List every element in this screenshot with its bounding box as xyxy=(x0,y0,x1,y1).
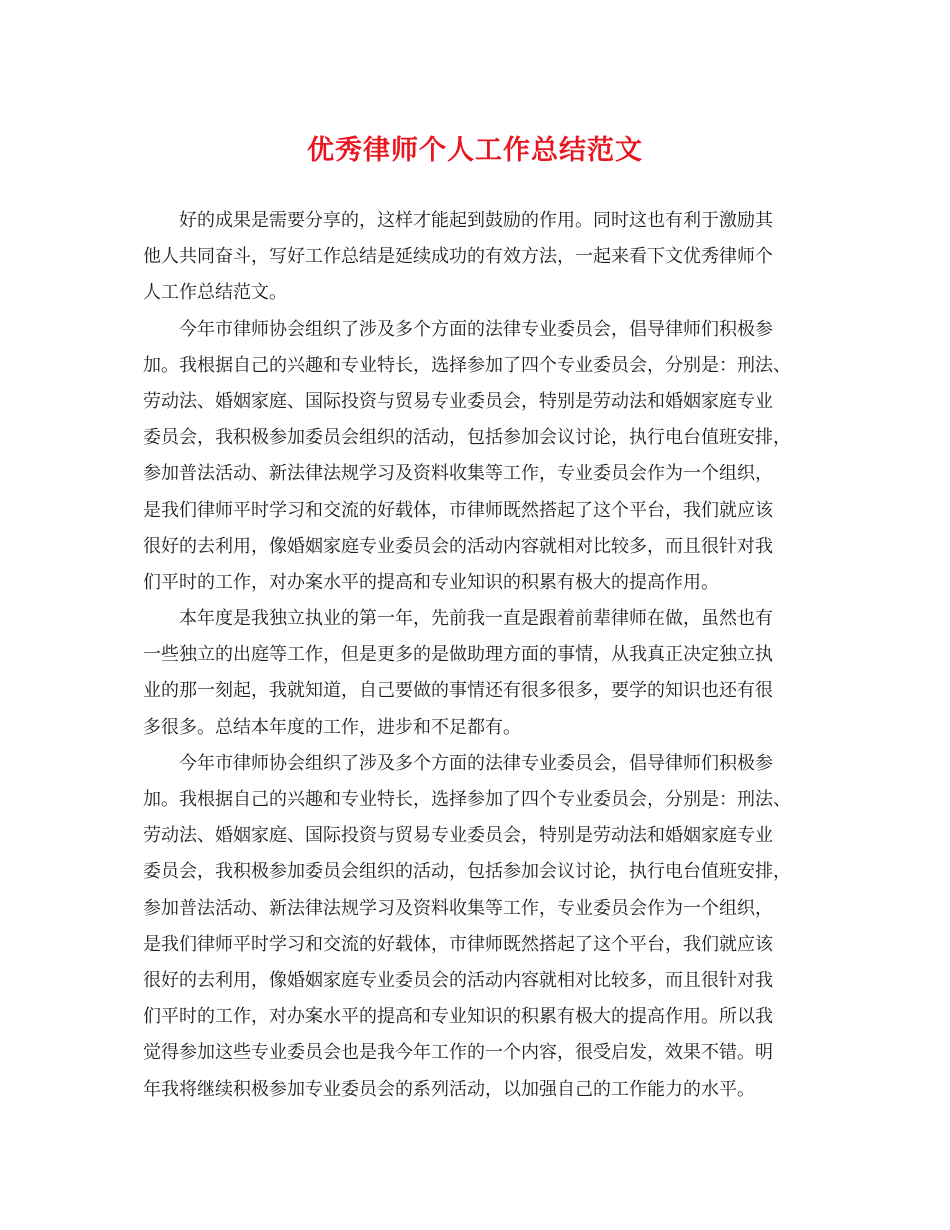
text-line: 好的成果是需要分享的，这样才能起到鼓励的作用。同时这也有利于激励其 xyxy=(179,210,773,231)
text-line: 一些独立的出庭等工作，但是更多的是做助理方面的事情，从我真正决定独立执 xyxy=(143,644,773,666)
text-line: 是我们律师平时学习和交流的好载体，市律师既然搭起了这个平台，我们就应该 xyxy=(143,499,773,521)
text-line: 劳动法、婚姻家庭、国际投资与贸易专业委员会，特别是劳动法和婚姻家庭专业 xyxy=(143,825,773,847)
text-line: 委员会，我积极参加委员会组织的活动，包括参加会议讨论，执行电台值班安排， xyxy=(143,861,791,883)
text-line: 很好的去利用，像婚姻家庭专业委员会的活动内容就相对比较多，而且很针对我 xyxy=(143,969,773,991)
text-line: 人工作总结范文。 xyxy=(143,282,287,304)
text-line: 委员会，我积极参加委员会组织的活动，包括参加会议讨论，执行电台值班安排， xyxy=(143,427,791,449)
text-line: 本年度是我独立执业的第一年，先前我一直是跟着前辈律师在做，虽然也有 xyxy=(179,608,773,630)
text-line: 加。我根据自己的兴趣和专业特长，选择参加了四个专业委员会，分别是：刑法、 xyxy=(143,354,791,376)
page-title: 优秀律师个人工作总结范文 xyxy=(307,135,643,166)
paragraph-1 xyxy=(143,203,813,312)
text-line: 业的那一刻起，我就知道，自己要做的事情还有很多很多，要学的知识也还有很 xyxy=(143,680,773,702)
text-line: 多很多。总结本年度的工作，进步和不足都有。 xyxy=(143,716,521,738)
text-line: 年我将继续积极参加专业委员会的系列活动，以加强自己的工作能力的水平。 xyxy=(143,1078,755,1100)
text-line: 参加普法活动、新法律法规学习及资料收集等工作，专业委员会作为一个组织， xyxy=(143,463,773,485)
text-line: 觉得参加这些专业委员会也是我今年工作的一个内容，很受启发，效果不错。明 xyxy=(143,1042,773,1064)
text-line: 参加普法活动、新法律法规学习及资料收集等工作，专业委员会作为一个组织， xyxy=(143,897,773,919)
text-line: 们平时的工作，对办案水平的提高和专业知识的积累有极大的提高作用。 xyxy=(143,571,719,593)
paragraph-4 xyxy=(143,746,813,1108)
paragraph-3 xyxy=(143,601,813,746)
text-line: 今年市律师协会组织了涉及多个方面的法律专业委员会，倡导律师们积极参 xyxy=(179,318,773,340)
text-line: 是我们律师平时学习和交流的好载体，市律师既然搭起了这个平台，我们就应该 xyxy=(143,933,773,955)
paragraph-2 xyxy=(143,312,813,602)
text-line: 很好的去利用，像婚姻家庭专业委员会的活动内容就相对比较多，而且很针对我 xyxy=(143,535,773,557)
text-line: 劳动法、婚姻家庭、国际投资与贸易专业委员会，特别是劳动法和婚姻家庭专业 xyxy=(143,390,773,412)
text-line: 今年市律师协会组织了涉及多个方面的法律专业委员会，倡导律师们积极参 xyxy=(179,752,773,774)
document-body xyxy=(143,203,813,1108)
text-line: 加。我根据自己的兴趣和专业特长，选择参加了四个专业委员会，分别是：刑法、 xyxy=(143,789,791,810)
text-line: 他人共同奋斗，写好工作总结是延续成功的有效方法，一起来看下文优秀律师个 xyxy=(143,246,773,268)
text-line: 们平时的工作，对办案水平的提高和专业知识的积累有极大的提高作用。所以我 xyxy=(143,1006,773,1028)
